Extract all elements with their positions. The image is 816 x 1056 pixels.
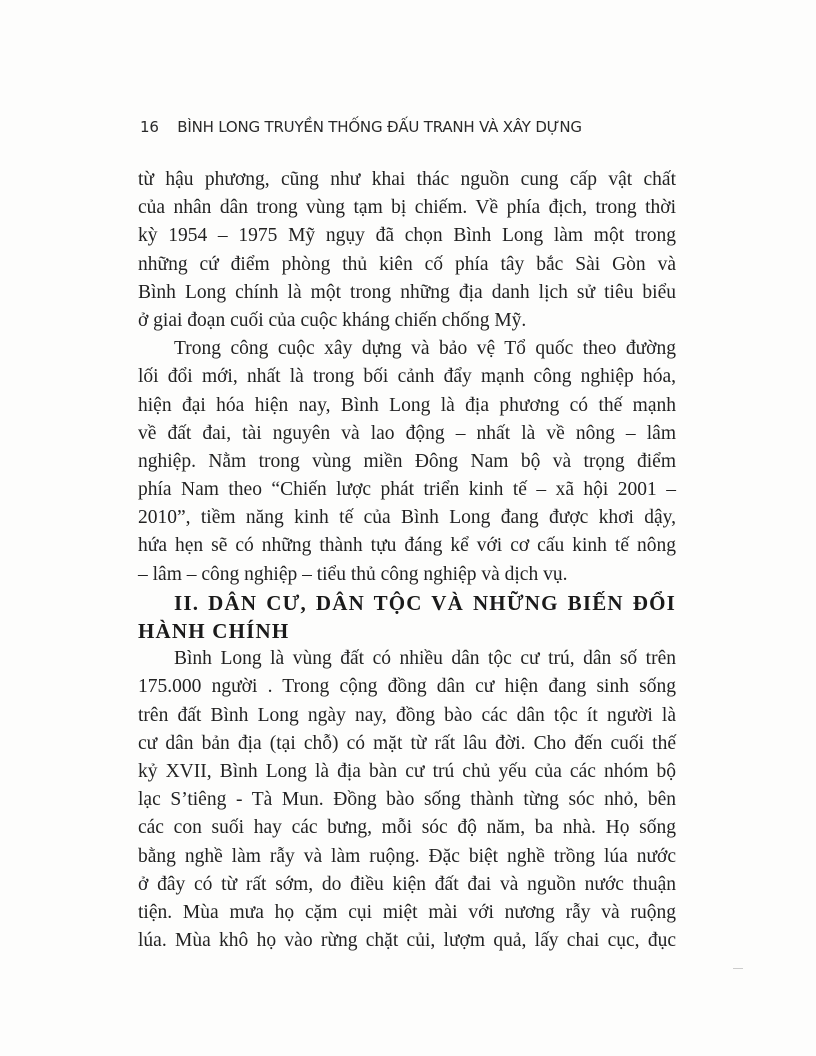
- paragraph: [138, 166, 676, 335]
- text-line: từ hậu phương, cũng như khai thác nguồn cung cấp vật chất: [138, 169, 676, 190]
- text-line: kỳ 1954 – 1975 Mỹ ngụy đã chọn Bình Long làm một trong: [138, 225, 676, 247]
- heading-line: HÀNH CHÍNH: [138, 619, 290, 643]
- text-line: nghiệp. Nằm trong vùng miền Đông Nam bộ và trọng điểm: [138, 450, 676, 472]
- text-line: ở giai đoạn cuối của cuộc kháng chiến chống Mỹ.: [138, 309, 527, 331]
- text-line: của nhân dân trong vùng tạm bị chiếm. Về phía địch, trong thời: [138, 197, 676, 219]
- text-line: lạc S’tiêng - Tà Mun. Đồng bào sống thành từng sóc nhỏ, bên: [138, 789, 676, 811]
- text-line: Bình Long là vùng đất có nhiều dân tộc cư trú, dân số trên: [174, 648, 676, 670]
- text-line: Bình Long chính là một trong những địa danh lịch sử tiêu biểu: [138, 281, 676, 303]
- paragraph: [138, 335, 676, 589]
- page-number: 16: [140, 118, 159, 136]
- running-header: [140, 118, 582, 136]
- text-line: những cứ điểm phòng thủ kiên cố phía tây bắc Sài Gòn và: [138, 253, 676, 275]
- text-line: trên đất Bình Long ngày nay, đồng bào các dân tộc ít người là: [138, 704, 676, 726]
- text-line: hứa hẹn sẽ có những thành tựu đáng kể với cơ cấu kinh tế nông: [138, 535, 676, 557]
- text-line: lối đổi mới, nhất là trong bối cảnh đẩy mạnh công nghiệp hóa,: [138, 366, 676, 388]
- text-line: lúa. Mùa khô họ vào rừng chặt củi, lượm quả, lấy chai cục, đục: [138, 930, 676, 952]
- scan-mark: [733, 968, 743, 969]
- text-line: kỷ XVII, Bình Long là địa bàn cư trú chủ yếu của các nhóm bộ: [138, 760, 676, 782]
- text-line: tiện. Mùa mưa họ cặm cụi miệt mài với nương rẫy và ruộng: [138, 901, 676, 923]
- text-line: 175.000 người . Trong cộng đồng dân cư hiện đang sinh sống: [138, 676, 676, 698]
- text-line: – lâm – công nghiệp – tiểu thủ công nghiệp và dịch vụ.: [138, 563, 568, 585]
- text-line: cư dân bản địa (tại chỗ) có mặt từ rất lâu đời. Cho đến cuối thế: [138, 732, 676, 754]
- page-body: [138, 166, 676, 955]
- text-line: Trong công cuộc xây dựng và bảo vệ Tổ quốc theo đường: [174, 338, 676, 360]
- paragraph: [138, 645, 676, 955]
- heading-line: II. DÂN CƯ, DÂN TỘC VÀ NHỮNG BIẾN ĐỔI: [174, 590, 676, 615]
- running-title: BÌNH LONG TRUYỀN THỐNG ĐẤU TRANH VÀ XÂY DỰNG: [177, 118, 582, 136]
- text-line: ở đây có từ rất sớm, do điều kiện đất đai và nguồn nước thuận: [138, 873, 676, 895]
- section-heading: [138, 589, 676, 645]
- text-line: về đất đai, tài nguyên và lao động – nhất là về nông – lâm: [138, 422, 676, 444]
- text-line: bằng nghề làm rẫy và làm ruộng. Đặc biệt nghề trồng lúa nước: [138, 845, 676, 867]
- text-line: phía Nam theo “Chiến lược phát triển kinh tế – xã hội 2001 –: [138, 479, 676, 501]
- text-line: hiện đại hóa hiện nay, Bình Long là địa phương có thế mạnh: [138, 394, 676, 416]
- text-line: 2010”, tiềm năng kinh tế của Bình Long đang được khơi dậy,: [138, 507, 676, 529]
- text-line: các con suối hay các bưng, mỗi sóc độ năm, ba nhà. Họ sống: [138, 817, 676, 839]
